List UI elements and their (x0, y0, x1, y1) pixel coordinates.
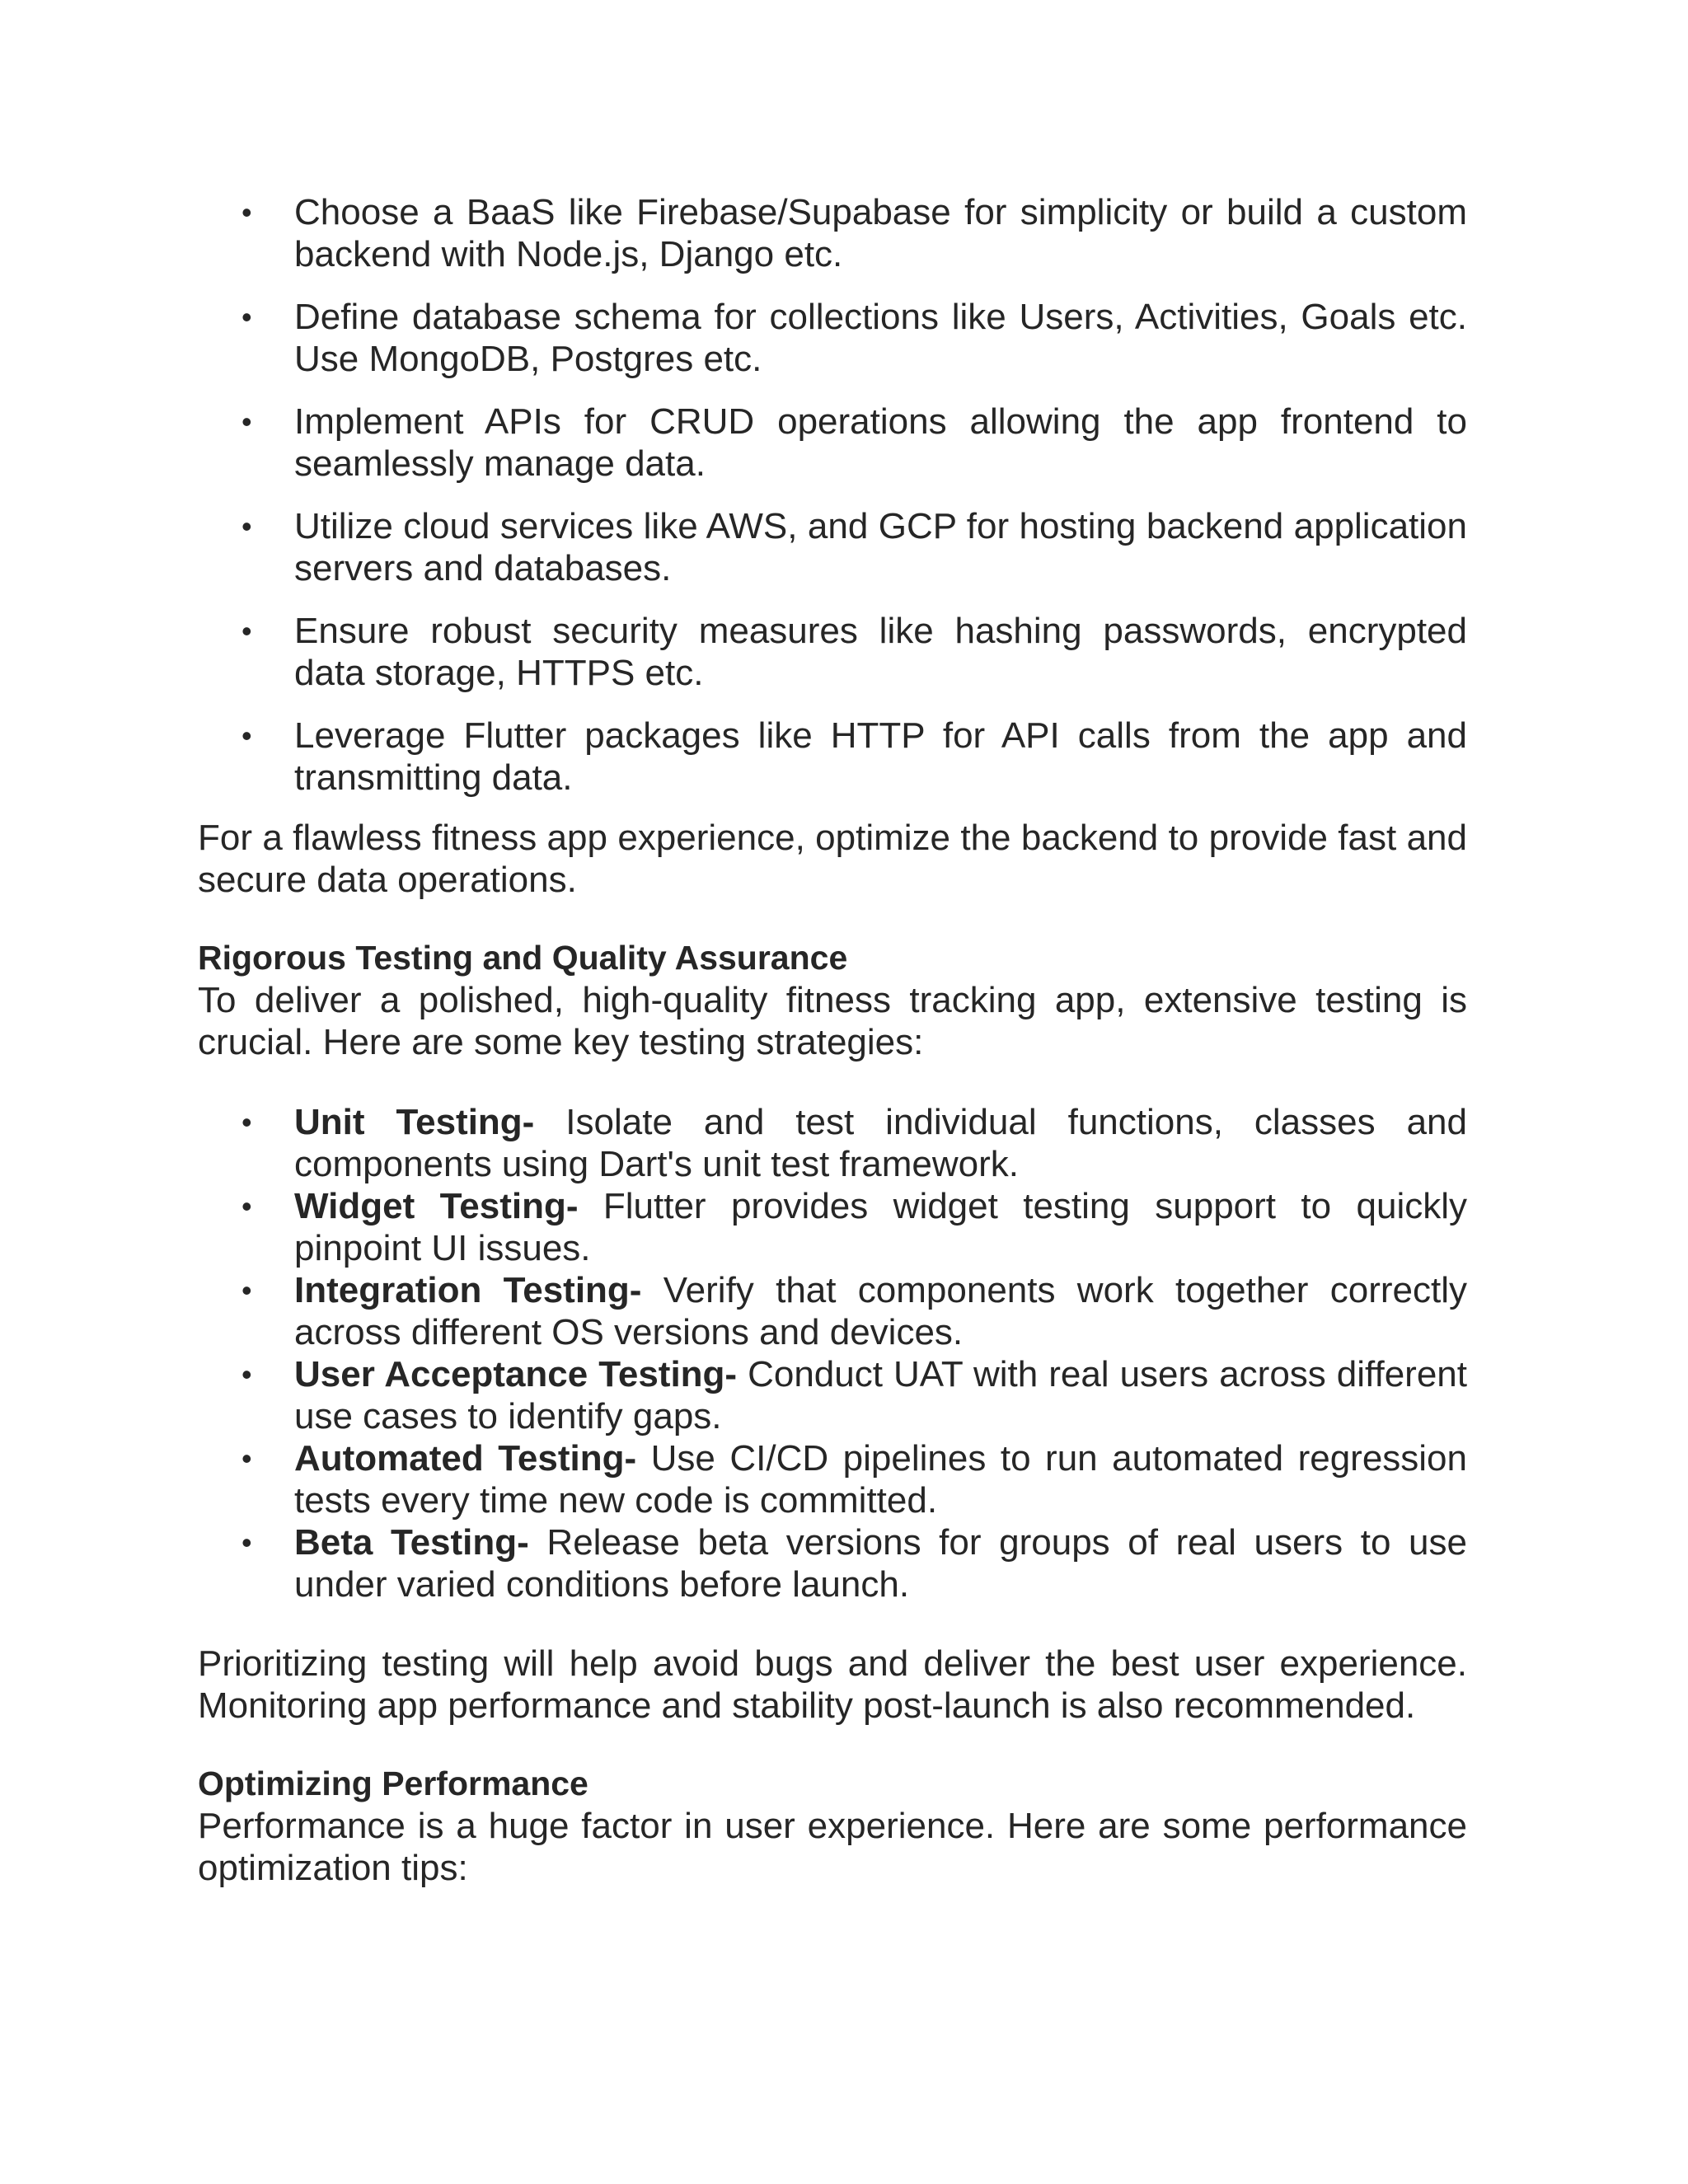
list-item: • Implement APIs for CRUD operations allowing the app frontend to seamlessly manage data. (198, 401, 1467, 485)
testing-list (198, 1101, 1467, 1605)
list-item-text: Conduct UAT with real users across different use cases to identify gaps. (294, 1354, 1467, 1436)
list-item-term: User Acceptance Testing- (294, 1354, 738, 1394)
list-item-text: Use CI/CD pipelines to run automated regression tests every time new code is committed. (294, 1438, 1468, 1521)
list-item: • Leverage Flutter packages like HTTP for API calls from the app and transmitting data. (198, 715, 1467, 799)
list-item-term: Automated Testing- (294, 1438, 637, 1479)
testing-summary: Prioritizing testing will help avoid bugs and deliver the best user experience. Monitoring app performance and stability post-launch is also recommended. (198, 1643, 1467, 1726)
list-item (198, 1269, 1467, 1353)
backend-summary: For a flawless fitness app experience, optimize the backend to provide fast and secure data operations. (198, 818, 1467, 900)
list-item (198, 1101, 1467, 1185)
list-item: • Choose a BaaS like Firebase/Supabase for simplicity or build a custom backend with Node.js, Django etc. (198, 191, 1467, 275)
backend-list (198, 191, 1467, 799)
list-item-text: Release beta versions for groups of real users to use under varied conditions before launch. (294, 1522, 1467, 1605)
list-item-text: Isolate and test individual functions, classes and components using Dart's unit test framework. (294, 1102, 1467, 1184)
list-item: • Utilize cloud services like AWS, and GCP for hosting backend application servers and databases. (198, 505, 1467, 589)
list-item (198, 1185, 1467, 1269)
performance-intro: Performance is a huge factor in user experience. Here are some performance optimization tips: (198, 1806, 1467, 1888)
list-item-text: Verify that components work together correctly across different OS versions and devices. (294, 1270, 1467, 1352)
list-item-text: Flutter provides widget testing support to quickly pinpoint UI issues. (294, 1186, 1467, 1268)
testing-intro: To deliver a polished, high-quality fitness tracking app, extensive testing is crucial. Here are some key testing strategies: (198, 980, 1467, 1062)
performance-heading: Optimizing Performance (198, 1765, 588, 1802)
list-item (198, 1353, 1467, 1437)
list-item (198, 1437, 1467, 1521)
list-item (198, 1521, 1467, 1605)
list-item-term: Unit Testing- (294, 1102, 535, 1142)
document-page (198, 191, 1467, 1889)
list-item-term: Integration Testing- (294, 1270, 642, 1310)
list-item: • Ensure robust security measures like hashing passwords, encrypted data storage, HTTPS etc. (198, 610, 1467, 694)
list-item: • Define database schema for collections like Users, Activities, Goals etc. Use MongoDB, Postgres etc. (198, 296, 1467, 380)
list-item-term: Widget Testing- (294, 1186, 579, 1226)
testing-heading: Rigorous Testing and Quality Assurance (198, 939, 848, 977)
list-item-term: Beta Testing- (294, 1522, 529, 1563)
